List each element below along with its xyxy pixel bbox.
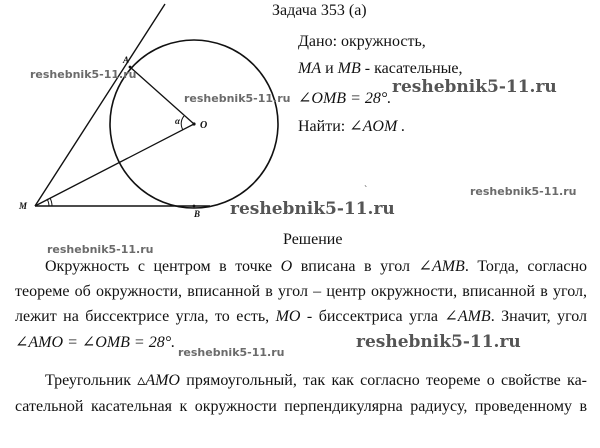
label-a: A	[123, 55, 130, 65]
given-ma: MA	[298, 60, 322, 77]
paragraph-1-line-3	[15, 305, 587, 330]
point-b	[193, 205, 196, 208]
paragraph-1-line-4	[15, 331, 587, 356]
text-run: Окружность с центром в точке	[45, 258, 281, 275]
solution-heading: Решение	[283, 231, 343, 248]
find-value: ∠AOM .	[349, 118, 406, 135]
text-run: ∠AMB	[444, 308, 491, 325]
text-run: ∠AMO = ∠OMB = 28°.	[15, 334, 176, 351]
text-run: вписана в угол	[292, 258, 419, 275]
task-title: Задача 353 (а)	[272, 2, 367, 19]
watermark: reshebnik5-11.ru	[30, 68, 137, 81]
label-m: M	[19, 201, 28, 211]
text-run: лежит на биссектрисе угла, то есть,	[15, 308, 276, 325]
text-run: прямоугольный, так как согласно теореме о свойстве ка-	[179, 372, 588, 389]
label-alpha: α	[175, 116, 180, 126]
watermark: reshebnik5-11.ru	[178, 346, 285, 359]
paragraph-1-line-2: теореме об окружности, вписанной в угол – центр окружности, вписанной в угол,	[15, 283, 587, 300]
given-angle: ∠OMB = 28°.	[298, 90, 392, 107]
text-run: ∠AMB	[418, 258, 465, 275]
label-o: O	[200, 120, 208, 131]
text-run: ▵AMO	[137, 372, 180, 389]
label-b: B	[194, 209, 201, 219]
tangent-ma	[35, 4, 165, 206]
paragraph-2-line-1	[15, 369, 587, 394]
watermark: reshebnik5-11.ru	[47, 243, 154, 256]
text-run: - биссектриса угла	[300, 308, 445, 325]
given-line-1: Дано: окружность,	[298, 33, 426, 50]
given-line-3	[298, 88, 391, 108]
watermark: reshebnik5-11.ru	[356, 332, 521, 352]
text-run: . Значит, угол	[490, 308, 588, 325]
angle-arc-m-2	[50, 198, 52, 206]
paragraph-2-line-2: сательной касательная к окружности перпендикулярна радиусу, проведенному в	[15, 398, 587, 415]
text-run: O	[280, 258, 293, 275]
watermark: reshebnik5-11.ru	[392, 77, 557, 97]
apostrophe-mark: `	[364, 185, 368, 196]
given-and: и	[321, 60, 338, 77]
paragraph-1-line-1	[15, 255, 587, 280]
watermark: reshebnik5-11.ru	[184, 92, 291, 105]
angle-arc-o	[181, 116, 184, 130]
text-run: MO	[275, 308, 301, 325]
watermark: reshebnik5-11.ru	[230, 199, 395, 219]
angle-arc-m	[47, 199, 49, 206]
given-tangents: - касательные,	[360, 60, 463, 77]
point-o	[192, 122, 195, 125]
text-run: Треугольник	[45, 372, 138, 389]
given-line-4	[298, 116, 405, 136]
text-run: . Тогда, согласно	[464, 258, 588, 275]
segment-mo	[35, 124, 194, 206]
watermark: reshebnik5-11.ru	[470, 185, 577, 198]
find-label: Найти:	[298, 118, 350, 135]
given-line-2	[298, 60, 463, 78]
given-mb: MB	[337, 60, 361, 77]
